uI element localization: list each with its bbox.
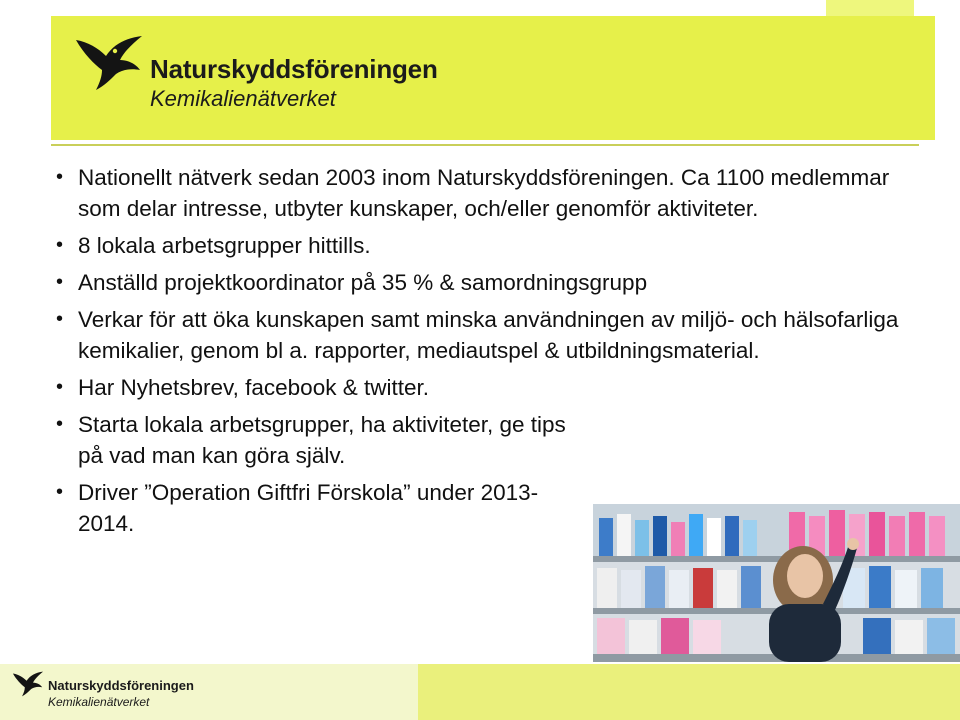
list-item: • 8 lokala arbetsgrupper hittills. <box>54 230 924 261</box>
footer-org-name: Naturskyddsföreningen <box>48 678 194 693</box>
org-name: Naturskyddsföreningen <box>150 54 438 84</box>
header-tab <box>826 0 914 16</box>
list-item: • Har Nyhetsbrev, facebook & twitter. <box>54 372 924 403</box>
list-item: • Nationellt nätverk sedan 2003 inom Naturskyddsföreningen. Ca 1100 medlemmar som delar intresse, utbyter kunskaper, och/eller genomför aktiviteter. <box>54 162 924 224</box>
list-item: • Driver ”Operation Giftfri Förskola” under 2013-2014. <box>54 477 578 539</box>
list-item: • Verkar för att öka kunskapen samt minska användningen av miljö- och hälsofarliga kemikalier, genom bl a. rapporter, mediautspel & utbildningsmaterial. <box>54 304 924 366</box>
bullet-list <box>54 162 924 545</box>
list-item: • Starta lokala arbetsgrupper, ha aktiviteter, ge tips på vad man kan göra själv. <box>54 409 578 471</box>
bird-icon <box>12 670 44 698</box>
store-shelf-photo <box>593 504 960 662</box>
unit-name: Kemikalienätverket <box>150 86 336 111</box>
header-divider <box>51 144 919 146</box>
footer-accent <box>418 664 960 720</box>
list-item: • Anställd projektkoordinator på 35 % & samordningsgrupp <box>54 267 924 298</box>
header-logo <box>74 34 438 111</box>
footer-logo <box>12 670 194 709</box>
bird-icon <box>74 34 144 92</box>
footer-unit-name: Kemikalienätverket <box>48 695 150 709</box>
